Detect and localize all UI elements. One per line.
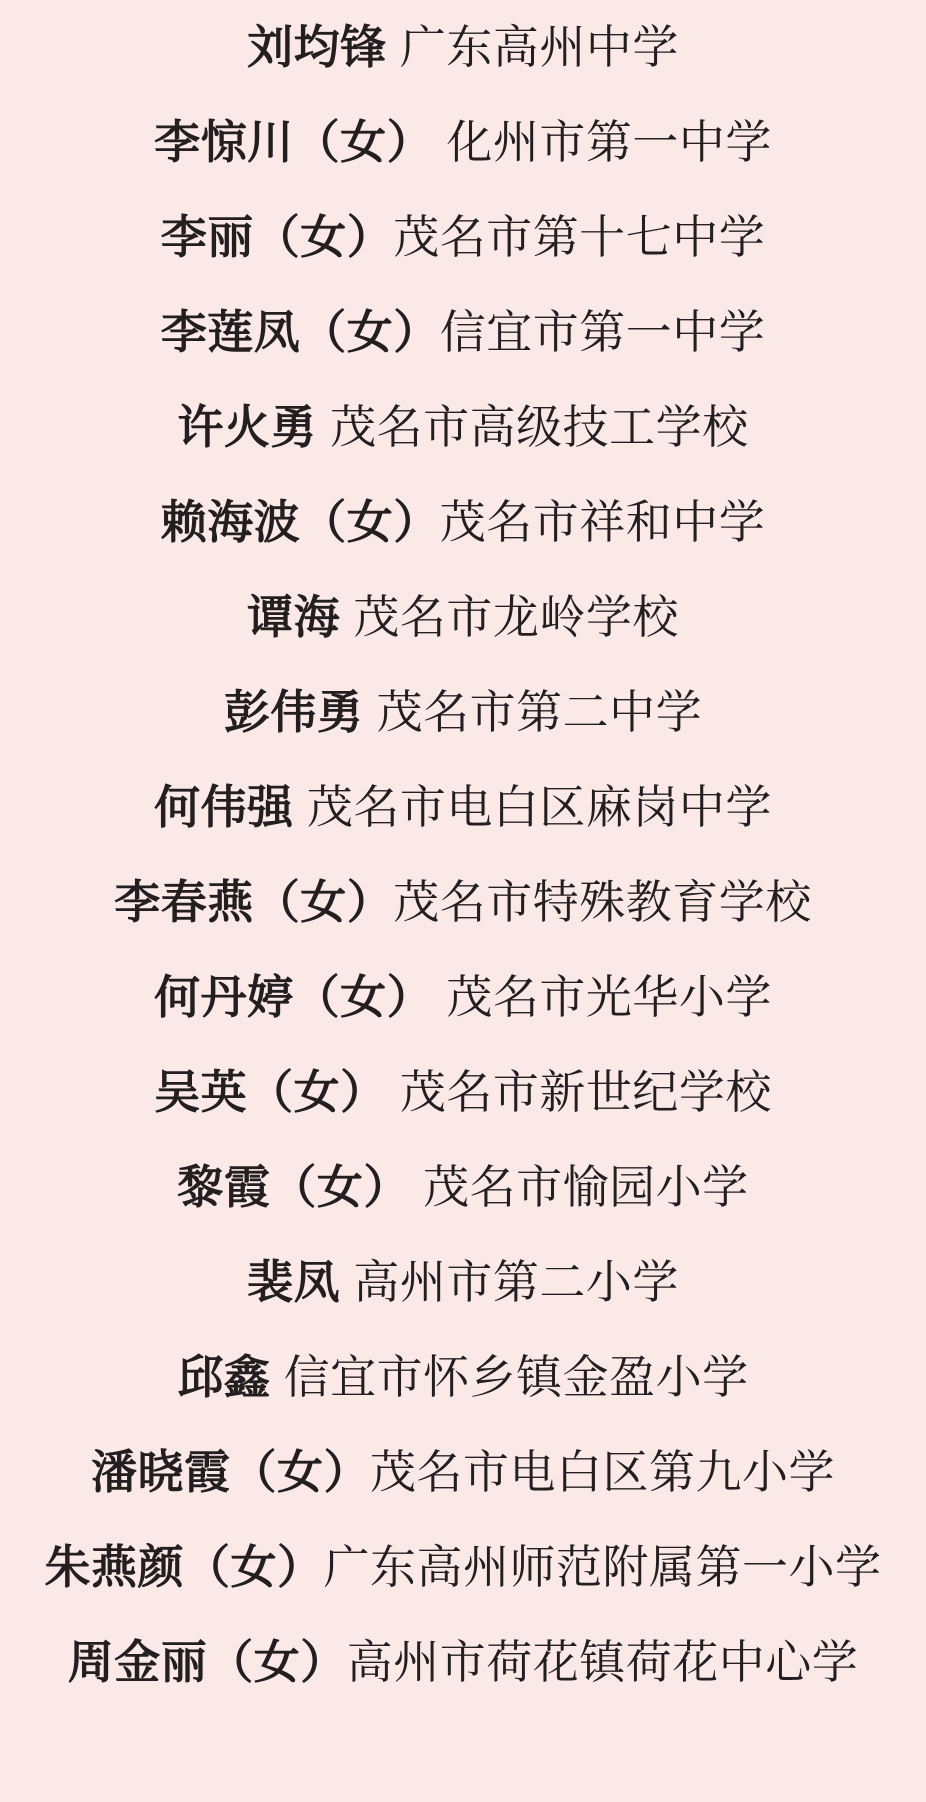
- list-item: [22, 760, 904, 855]
- person-school: 茂名市第二中学: [363, 686, 703, 738]
- person-name: 李惊川（女）: [154, 116, 434, 168]
- person-school: 茂名市电白区麻岗中学: [293, 781, 772, 833]
- person-school: 广东高州中学: [386, 21, 679, 73]
- person-name: 何丹婷（女）: [154, 971, 434, 1023]
- person-school: 信宜市第一中学: [439, 306, 766, 358]
- list-item: [22, 475, 904, 570]
- person-name: 黎霞（女）: [177, 1161, 410, 1213]
- person-name: 邱鑫: [177, 1351, 271, 1403]
- person-name: 朱燕颜（女）: [44, 1541, 324, 1593]
- person-name: 周金丽（女）: [67, 1636, 347, 1688]
- person-name: 裴凤: [247, 1256, 341, 1308]
- list-item: [22, 1235, 904, 1330]
- person-school: 茂名市愉园小学: [409, 1161, 749, 1213]
- person-school: 信宜市怀乡镇金盈小学: [270, 1351, 749, 1403]
- person-name: 刘均锋: [247, 21, 387, 73]
- list-item: [22, 1330, 904, 1425]
- person-name: 吴英（女）: [154, 1066, 387, 1118]
- person-school: 茂名市新世纪学校: [386, 1066, 772, 1118]
- list-item: [22, 1425, 904, 1520]
- person-school: 茂名市龙岭学校: [340, 591, 679, 643]
- list-item: [22, 190, 904, 285]
- list-item: [22, 855, 904, 950]
- person-school: 茂名市第十七中学: [393, 211, 766, 263]
- person-name: 李莲凤（女）: [160, 306, 440, 358]
- person-name: 彭伟勇: [223, 686, 364, 738]
- list-item: [22, 95, 904, 190]
- person-school: 茂名市电白区第九小学: [370, 1446, 835, 1498]
- list-item: [22, 380, 904, 475]
- person-name: 许火勇: [177, 401, 317, 453]
- person-school: 高州市荷花镇荷花中心学: [346, 1636, 859, 1688]
- person-school: 化州市第一中学: [433, 116, 772, 168]
- person-school: 茂名市特殊教育学校: [393, 876, 812, 928]
- list-item: [22, 1520, 904, 1615]
- person-school: 茂名市高级技工学校: [316, 401, 749, 453]
- list-item: [22, 950, 904, 1045]
- person-name: 李春燕（女）: [114, 876, 394, 928]
- list-item: [22, 0, 904, 95]
- list-item: [22, 1045, 904, 1140]
- person-name: 何伟强: [154, 781, 294, 833]
- person-name: 潘晓霞（女）: [91, 1446, 370, 1498]
- list-item: [22, 285, 904, 380]
- person-name: 赖海波（女）: [160, 496, 440, 548]
- person-school: 广东高州师范附属第一小学: [323, 1541, 882, 1593]
- list-item: [22, 1140, 904, 1235]
- list-item: [22, 665, 904, 760]
- person-school: 茂名市祥和中学: [439, 496, 766, 548]
- list-item: [22, 570, 904, 665]
- list-item: [22, 1615, 904, 1710]
- person-school: 茂名市光华小学: [433, 971, 772, 1023]
- person-name: 李丽（女）: [160, 211, 394, 263]
- person-school: 高州市第二小学: [340, 1256, 679, 1308]
- person-name: 谭海: [247, 591, 341, 643]
